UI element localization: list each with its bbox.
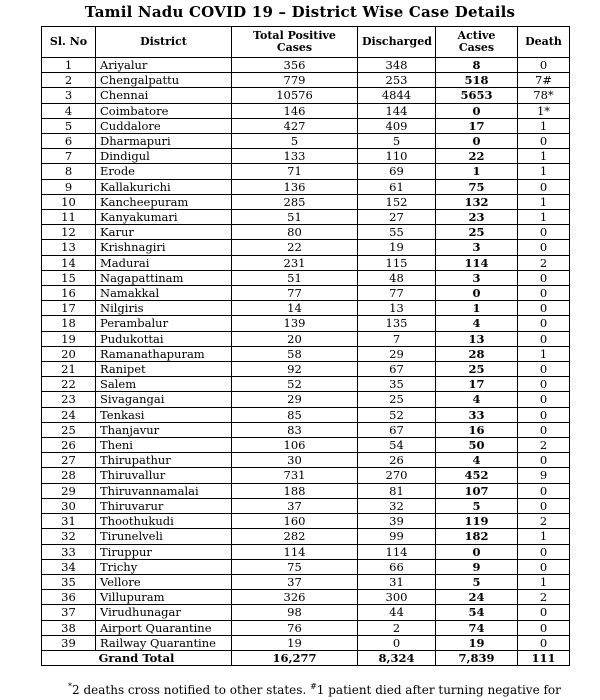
- cell-discharged: 27: [358, 210, 436, 225]
- cell-death: 1: [518, 210, 570, 225]
- page-title: Tamil Nadu COVID 19 – District Wise Case Details: [84, 3, 516, 21]
- cell-active: 4: [436, 316, 518, 331]
- table-row: [42, 620, 570, 635]
- cell-total-positive: 188: [232, 483, 358, 498]
- grand-total-label: Grand Total: [42, 650, 232, 665]
- cell-active: 17: [436, 377, 518, 392]
- cell-district: Nilgiris: [96, 301, 232, 316]
- cell-active: 1: [436, 301, 518, 316]
- grand-total-death: 111: [518, 650, 570, 665]
- table-row: [42, 559, 570, 574]
- cell-discharged: 77: [358, 286, 436, 301]
- header-district: District: [96, 27, 232, 58]
- cell-death: 0: [518, 392, 570, 407]
- cell-total-positive: 136: [232, 179, 358, 194]
- table-header-row: [42, 27, 570, 58]
- footnote-mark-hash: #: [310, 682, 317, 691]
- cell-death: 2: [518, 590, 570, 605]
- cell-active: 54: [436, 605, 518, 620]
- cell-sl-no: 2: [42, 73, 96, 88]
- cell-death: 0: [518, 240, 570, 255]
- cell-active: 0: [436, 103, 518, 118]
- cell-total-positive: 37: [232, 498, 358, 513]
- cell-active: 0: [436, 286, 518, 301]
- cell-total-positive: 285: [232, 194, 358, 209]
- grand-total-positive: 16,277: [232, 650, 358, 665]
- grand-total-active: 7,839: [436, 650, 518, 665]
- cell-active: 452: [436, 468, 518, 483]
- cell-district: Cuddalore: [96, 118, 232, 133]
- cell-sl-no: 13: [42, 240, 96, 255]
- cell-total-positive: 10576: [232, 88, 358, 103]
- cell-total-positive: 146: [232, 103, 358, 118]
- cell-district: Tenkasi: [96, 407, 232, 422]
- header-sl-no: Sl. No: [42, 27, 96, 58]
- cell-discharged: 66: [358, 559, 436, 574]
- cell-discharged: 7: [358, 331, 436, 346]
- cell-death: 0: [518, 620, 570, 635]
- table-row: [42, 270, 570, 285]
- cell-death: 7#: [518, 73, 570, 88]
- cell-active: 182: [436, 529, 518, 544]
- cell-district: Trichy: [96, 559, 232, 574]
- cell-sl-no: 18: [42, 316, 96, 331]
- table-row: [42, 453, 570, 468]
- table-row: [42, 483, 570, 498]
- cell-discharged: 144: [358, 103, 436, 118]
- cell-active: 3: [436, 270, 518, 285]
- table-row: [42, 574, 570, 589]
- cell-active: 107: [436, 483, 518, 498]
- table-row: [42, 544, 570, 559]
- table-row: [42, 514, 570, 529]
- grand-total-row: [42, 650, 570, 665]
- cell-active: 50: [436, 438, 518, 453]
- cell-death: 0: [518, 453, 570, 468]
- cell-active: 25: [436, 362, 518, 377]
- cell-discharged: 31: [358, 574, 436, 589]
- cell-total-positive: 282: [232, 529, 358, 544]
- cell-sl-no: 24: [42, 407, 96, 422]
- cell-district: Chennai: [96, 88, 232, 103]
- cell-sl-no: 28: [42, 468, 96, 483]
- cell-sl-no: 22: [42, 377, 96, 392]
- cell-sl-no: 38: [42, 620, 96, 635]
- table-row: [42, 301, 570, 316]
- cell-discharged: 253: [358, 73, 436, 88]
- cell-active: 5653: [436, 88, 518, 103]
- table-row: [42, 255, 570, 270]
- cell-discharged: 99: [358, 529, 436, 544]
- cell-death: 1: [518, 149, 570, 164]
- cell-active: 132: [436, 194, 518, 209]
- cell-death: 0: [518, 559, 570, 574]
- cell-sl-no: 23: [42, 392, 96, 407]
- table-row: [42, 88, 570, 103]
- cell-active: 17: [436, 118, 518, 133]
- cell-total-positive: 80: [232, 225, 358, 240]
- cell-total-positive: 114: [232, 544, 358, 559]
- cell-discharged: 52: [358, 407, 436, 422]
- cell-sl-no: 9: [42, 179, 96, 194]
- cell-discharged: 4844: [358, 88, 436, 103]
- table-row: [42, 605, 570, 620]
- footnote-mark-asterisk: *: [68, 682, 72, 691]
- table-row: [42, 346, 570, 361]
- cell-discharged: 152: [358, 194, 436, 209]
- cell-discharged: 270: [358, 468, 436, 483]
- cell-active: 23: [436, 210, 518, 225]
- cell-total-positive: 22: [232, 240, 358, 255]
- cell-death: 0: [518, 286, 570, 301]
- cell-district: Thiruvallur: [96, 468, 232, 483]
- cell-district: Kallakurichi: [96, 179, 232, 194]
- cell-death: 0: [518, 316, 570, 331]
- cell-discharged: 409: [358, 118, 436, 133]
- cell-discharged: 5: [358, 134, 436, 149]
- cell-district: Villupuram: [96, 590, 232, 605]
- cell-total-positive: 5: [232, 134, 358, 149]
- cell-discharged: 67: [358, 422, 436, 437]
- cell-sl-no: 30: [42, 498, 96, 513]
- cell-active: 518: [436, 73, 518, 88]
- cell-district: Virudhunagar: [96, 605, 232, 620]
- cell-sl-no: 37: [42, 605, 96, 620]
- cell-sl-no: 26: [42, 438, 96, 453]
- footnote-text-2: 1 patient died after turning negative for: [316, 683, 561, 697]
- cell-discharged: 29: [358, 346, 436, 361]
- cell-total-positive: 75: [232, 559, 358, 574]
- cell-death: 78*: [518, 88, 570, 103]
- cell-discharged: 114: [358, 544, 436, 559]
- cell-district: Tirunelveli: [96, 529, 232, 544]
- cell-district: Theni: [96, 438, 232, 453]
- cell-sl-no: 19: [42, 331, 96, 346]
- header-active: Active Cases: [436, 27, 518, 58]
- cell-discharged: 35: [358, 377, 436, 392]
- table-row: [42, 58, 570, 73]
- cell-district: Kanyakumari: [96, 210, 232, 225]
- cell-death: 1*: [518, 103, 570, 118]
- cell-discharged: 19: [358, 240, 436, 255]
- cell-district: Thoothukudi: [96, 514, 232, 529]
- cell-sl-no: 1: [42, 58, 96, 73]
- cell-death: 2: [518, 514, 570, 529]
- cell-district: Sivagangai: [96, 392, 232, 407]
- cell-death: 0: [518, 498, 570, 513]
- cell-death: 2: [518, 255, 570, 270]
- cell-sl-no: 7: [42, 149, 96, 164]
- cell-active: 0: [436, 544, 518, 559]
- cell-active: 16: [436, 422, 518, 437]
- cell-discharged: 67: [358, 362, 436, 377]
- cell-active: 25: [436, 225, 518, 240]
- cell-district: Ramanathapuram: [96, 346, 232, 361]
- cell-district: Ariyalur: [96, 58, 232, 73]
- cell-sl-no: 3: [42, 88, 96, 103]
- cell-district: Thiruvarur: [96, 498, 232, 513]
- cell-district: Erode: [96, 164, 232, 179]
- cell-active: 22: [436, 149, 518, 164]
- cell-total-positive: 231: [232, 255, 358, 270]
- cell-death: 1: [518, 346, 570, 361]
- cell-sl-no: 14: [42, 255, 96, 270]
- table-row: [42, 590, 570, 605]
- cell-active: 8: [436, 58, 518, 73]
- cell-active: 119: [436, 514, 518, 529]
- cell-discharged: 44: [358, 605, 436, 620]
- cell-total-positive: 29: [232, 392, 358, 407]
- cell-total-positive: 51: [232, 270, 358, 285]
- cell-death: 0: [518, 635, 570, 650]
- cell-death: 0: [518, 134, 570, 149]
- cell-death: 1: [518, 529, 570, 544]
- cell-discharged: 39: [358, 514, 436, 529]
- cell-total-positive: 92: [232, 362, 358, 377]
- table-row: [42, 286, 570, 301]
- cell-district: Airport Quarantine: [96, 620, 232, 635]
- cell-total-positive: 139: [232, 316, 358, 331]
- table-row: [42, 134, 570, 149]
- table-row: [42, 316, 570, 331]
- footnote: [68, 682, 561, 697]
- cell-death: 1: [518, 164, 570, 179]
- table-row: [42, 392, 570, 407]
- grand-total-discharged: 8,324: [358, 650, 436, 665]
- cell-death: 0: [518, 407, 570, 422]
- cell-death: 0: [518, 362, 570, 377]
- cell-total-positive: 71: [232, 164, 358, 179]
- table-row: [42, 377, 570, 392]
- table-row: [42, 210, 570, 225]
- cell-total-positive: 37: [232, 574, 358, 589]
- cell-district: Coimbatore: [96, 103, 232, 118]
- cell-sl-no: 33: [42, 544, 96, 559]
- cell-district: Namakkal: [96, 286, 232, 301]
- table-row: [42, 149, 570, 164]
- cell-sl-no: 32: [42, 529, 96, 544]
- cell-active: 0: [436, 134, 518, 149]
- table-row: [42, 331, 570, 346]
- cell-discharged: 32: [358, 498, 436, 513]
- cell-total-positive: 356: [232, 58, 358, 73]
- cell-district: Thanjavur: [96, 422, 232, 437]
- cell-sl-no: 17: [42, 301, 96, 316]
- cell-active: 75: [436, 179, 518, 194]
- cell-active: 19: [436, 635, 518, 650]
- cell-active: 4: [436, 392, 518, 407]
- cell-discharged: 48: [358, 270, 436, 285]
- cell-district: Karur: [96, 225, 232, 240]
- cell-sl-no: 16: [42, 286, 96, 301]
- cell-discharged: 13: [358, 301, 436, 316]
- cell-total-positive: 326: [232, 590, 358, 605]
- cell-sl-no: 12: [42, 225, 96, 240]
- cell-total-positive: 160: [232, 514, 358, 529]
- footnote-text-1: 2 deaths cross notified to other states.: [72, 683, 311, 697]
- cell-active: 4: [436, 453, 518, 468]
- cell-total-positive: 85: [232, 407, 358, 422]
- cell-district: Krishnagiri: [96, 240, 232, 255]
- cell-sl-no: 8: [42, 164, 96, 179]
- cell-discharged: 81: [358, 483, 436, 498]
- cell-sl-no: 29: [42, 483, 96, 498]
- cell-district: Perambalur: [96, 316, 232, 331]
- table-row: [42, 635, 570, 650]
- cell-total-positive: 731: [232, 468, 358, 483]
- cell-total-positive: 427: [232, 118, 358, 133]
- cell-district: Thiruvannamalai: [96, 483, 232, 498]
- cell-sl-no: 11: [42, 210, 96, 225]
- cell-active: 1: [436, 164, 518, 179]
- cell-death: 0: [518, 331, 570, 346]
- cell-district: Madurai: [96, 255, 232, 270]
- cell-district: Nagapattinam: [96, 270, 232, 285]
- district-case-table: [41, 26, 570, 666]
- cell-active: 3: [436, 240, 518, 255]
- cell-total-positive: 51: [232, 210, 358, 225]
- cell-active: 33: [436, 407, 518, 422]
- cell-discharged: 2: [358, 620, 436, 635]
- cell-district: Thirupathur: [96, 453, 232, 468]
- cell-sl-no: 27: [42, 453, 96, 468]
- cell-death: 0: [518, 605, 570, 620]
- table-row: [42, 468, 570, 483]
- cell-active: 5: [436, 498, 518, 513]
- table-row: [42, 362, 570, 377]
- cell-district: Dindigul: [96, 149, 232, 164]
- cell-death: 1: [518, 118, 570, 133]
- table-row: [42, 438, 570, 453]
- cell-discharged: 54: [358, 438, 436, 453]
- cell-total-positive: 58: [232, 346, 358, 361]
- cell-total-positive: 98: [232, 605, 358, 620]
- cell-death: 0: [518, 225, 570, 240]
- cell-sl-no: 31: [42, 514, 96, 529]
- cell-sl-no: 6: [42, 134, 96, 149]
- table-row: [42, 422, 570, 437]
- table-row: [42, 179, 570, 194]
- cell-sl-no: 39: [42, 635, 96, 650]
- cell-discharged: 61: [358, 179, 436, 194]
- cell-discharged: 135: [358, 316, 436, 331]
- cell-total-positive: 52: [232, 377, 358, 392]
- cell-active: 24: [436, 590, 518, 605]
- table-row: [42, 194, 570, 209]
- cell-sl-no: 36: [42, 590, 96, 605]
- header-death: Death: [518, 27, 570, 58]
- cell-death: 0: [518, 270, 570, 285]
- cell-discharged: 25: [358, 392, 436, 407]
- table-row: [42, 498, 570, 513]
- cell-total-positive: 133: [232, 149, 358, 164]
- cell-death: 0: [518, 544, 570, 559]
- table-row: [42, 118, 570, 133]
- cell-total-positive: 19: [232, 635, 358, 650]
- header-total-positive: Total Positive Cases: [232, 27, 358, 58]
- cell-sl-no: 35: [42, 574, 96, 589]
- cell-death: 9: [518, 468, 570, 483]
- cell-total-positive: 106: [232, 438, 358, 453]
- cell-sl-no: 15: [42, 270, 96, 285]
- cell-district: Railway Quarantine: [96, 635, 232, 650]
- cell-death: 0: [518, 422, 570, 437]
- cell-discharged: 26: [358, 453, 436, 468]
- cell-total-positive: 76: [232, 620, 358, 635]
- cell-district: Pudukottai: [96, 331, 232, 346]
- table-row: [42, 103, 570, 118]
- cell-active: 13: [436, 331, 518, 346]
- table-row: [42, 73, 570, 88]
- cell-district: Dharmapuri: [96, 134, 232, 149]
- cell-district: Kancheepuram: [96, 194, 232, 209]
- table-row: [42, 407, 570, 422]
- cell-active: 5: [436, 574, 518, 589]
- cell-district: Chengalpattu: [96, 73, 232, 88]
- cell-active: 9: [436, 559, 518, 574]
- table-row: [42, 529, 570, 544]
- cell-death: 0: [518, 377, 570, 392]
- cell-sl-no: 20: [42, 346, 96, 361]
- cell-total-positive: 14: [232, 301, 358, 316]
- cell-sl-no: 21: [42, 362, 96, 377]
- cell-active: 114: [436, 255, 518, 270]
- cell-death: 0: [518, 483, 570, 498]
- table-row: [42, 240, 570, 255]
- cell-discharged: 348: [358, 58, 436, 73]
- cell-district: Vellore: [96, 574, 232, 589]
- cell-discharged: 110: [358, 149, 436, 164]
- cell-sl-no: 10: [42, 194, 96, 209]
- cell-discharged: 300: [358, 590, 436, 605]
- cell-death: 0: [518, 58, 570, 73]
- cell-active: 28: [436, 346, 518, 361]
- cell-death: 0: [518, 179, 570, 194]
- table-row: [42, 225, 570, 240]
- cell-district: Salem: [96, 377, 232, 392]
- cell-sl-no: 34: [42, 559, 96, 574]
- cell-discharged: 0: [358, 635, 436, 650]
- cell-district: Ranipet: [96, 362, 232, 377]
- cell-death: 0: [518, 301, 570, 316]
- cell-death: 1: [518, 194, 570, 209]
- cell-sl-no: 5: [42, 118, 96, 133]
- cell-death: 2: [518, 438, 570, 453]
- cell-total-positive: 779: [232, 73, 358, 88]
- cell-active: 74: [436, 620, 518, 635]
- table-row: [42, 164, 570, 179]
- cell-total-positive: 77: [232, 286, 358, 301]
- cell-discharged: 69: [358, 164, 436, 179]
- cell-death: 1: [518, 574, 570, 589]
- header-discharged: Discharged: [358, 27, 436, 58]
- cell-total-positive: 83: [232, 422, 358, 437]
- cell-sl-no: 25: [42, 422, 96, 437]
- cell-total-positive: 30: [232, 453, 358, 468]
- cell-sl-no: 4: [42, 103, 96, 118]
- cell-discharged: 55: [358, 225, 436, 240]
- cell-discharged: 115: [358, 255, 436, 270]
- cell-district: Tiruppur: [96, 544, 232, 559]
- cell-total-positive: 20: [232, 331, 358, 346]
